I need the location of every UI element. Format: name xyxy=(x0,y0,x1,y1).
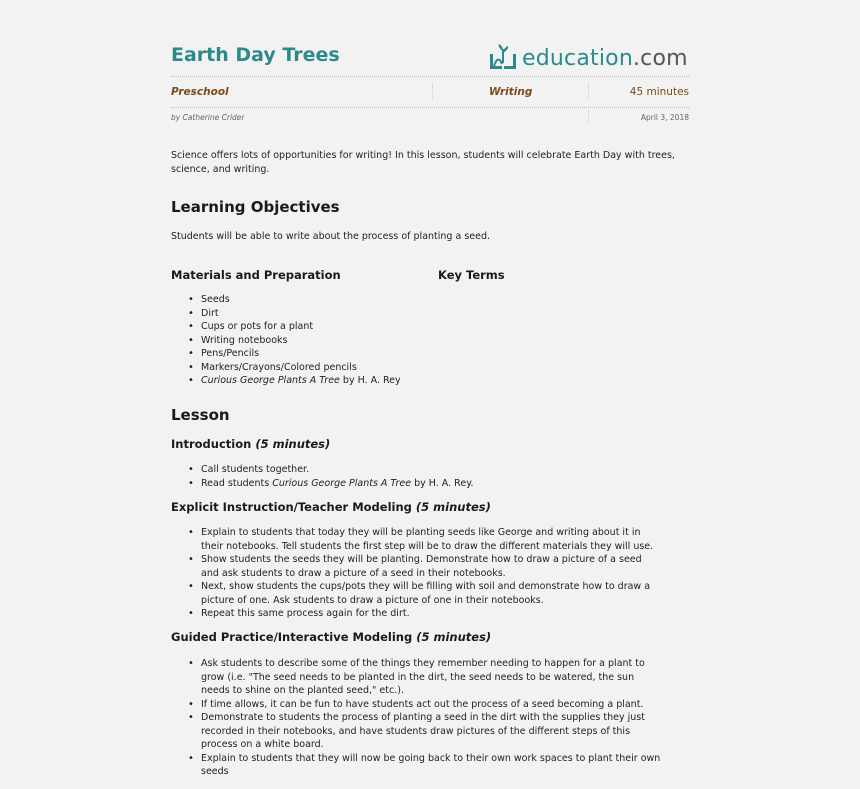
publish-date: April 3, 2018 xyxy=(640,113,689,122)
logo-wordmark xyxy=(522,46,688,71)
lesson-intro-text: Science offers lots of opportunities for writing! In this lesson, students will celebrate Earth Day with trees, science, and writing. xyxy=(171,150,675,175)
explicit-instruction-heading xyxy=(171,500,491,514)
logo-brand: education xyxy=(522,45,633,71)
list-item: • Markers/Crayons/Colored pencils xyxy=(171,361,661,375)
list-item: • Pens/Pencils xyxy=(171,347,661,361)
list-item: • Show students the seeds they will be planting. Demonstrate how to draw a picture of a seed and ask students to draw a picture of a seed in their notebooks. xyxy=(171,553,661,580)
meta-separator xyxy=(432,84,433,100)
introduction-list xyxy=(171,463,661,490)
lesson-title: Earth Day Trees xyxy=(171,44,340,66)
book-sprout-icon xyxy=(487,42,519,74)
logo-tld: .com xyxy=(632,45,688,71)
book-author: by H. A. Rey xyxy=(339,375,401,386)
explicit-instruction-list xyxy=(171,526,661,621)
list-item: • Writing notebooks xyxy=(171,334,661,348)
section-duration: (5 minutes) xyxy=(255,437,331,451)
list-item xyxy=(171,374,661,388)
section-duration: (5 minutes) xyxy=(416,630,492,644)
book-title: Curious George Plants A Tree xyxy=(272,477,412,489)
materials-list xyxy=(171,293,661,388)
list-item: • Ask students to describe some of the things they remember needing to happen for a plant to grow (i.e. "The seed needs to be planted in the dirt, the seed needs to be watered, the sun needs to shine on the planted seed," etc.). xyxy=(171,657,661,698)
duration: 45 minutes xyxy=(629,86,689,98)
book-title: Curious George Plants A Tree xyxy=(201,375,340,386)
section-title: Guided Practice/Interactive Modeling xyxy=(171,630,413,644)
meta-separator xyxy=(588,110,589,124)
list-item: • Call students together. xyxy=(171,463,661,477)
guided-practice-heading xyxy=(171,630,491,644)
list-item xyxy=(171,477,661,491)
education-com-logo[interactable] xyxy=(487,40,688,76)
item-text: Read students xyxy=(201,477,273,489)
header-divider-bottom xyxy=(171,107,689,108)
list-item: • Dirt xyxy=(171,307,661,321)
materials-heading: Materials and Preparation xyxy=(171,268,341,282)
list-item: • If time allows, it can be fun to have students act out the process of a seed becoming a plant. xyxy=(171,698,661,712)
section-title: Explicit Instruction/Teacher Modeling xyxy=(171,500,412,514)
author-credit: by Catherine Crider xyxy=(171,113,245,122)
list-item: • Next, show students the cups/pots they will be filling with soil and demonstrate how to draw a picture of one. Ask students to draw a picture of one in their notebooks. xyxy=(171,580,661,607)
learning-objectives-heading: Learning Objectives xyxy=(171,198,340,216)
subject[interactable]: Writing xyxy=(489,86,533,98)
grade-level[interactable]: Preschool xyxy=(171,86,229,98)
item-text: by H. A. Rey. xyxy=(411,477,474,489)
list-item: • Explain to students that today they will be planting seeds like George and writing about it in their notebooks. Tell students the first step will be to draw the different materials they will use. xyxy=(171,526,661,553)
list-item: • Demonstrate to students the process of planting a seed in the dirt with the supplies they just recorded in their notebooks, and have students draw pictures of the different steps of this process on a white board. xyxy=(171,711,661,752)
section-duration: (5 minutes) xyxy=(415,500,491,514)
lesson-heading: Lesson xyxy=(171,406,230,424)
list-item: • Explain to students that they will now be going back to their own work spaces to plant their own seeds xyxy=(171,752,661,779)
list-item: • Cups or pots for a plant xyxy=(171,320,661,334)
section-title: Introduction xyxy=(171,437,252,451)
meta-separator xyxy=(588,84,589,100)
guided-practice-list xyxy=(171,657,661,779)
header-divider-top xyxy=(171,76,689,77)
learning-objectives-text: Students will be able to write about the process of planting a seed. xyxy=(171,231,491,242)
list-item: • Repeat this same process again for the dirt. xyxy=(171,607,661,621)
introduction-heading xyxy=(171,437,330,451)
key-terms-heading: Key Terms xyxy=(438,268,505,282)
list-item: • Seeds xyxy=(171,293,661,307)
